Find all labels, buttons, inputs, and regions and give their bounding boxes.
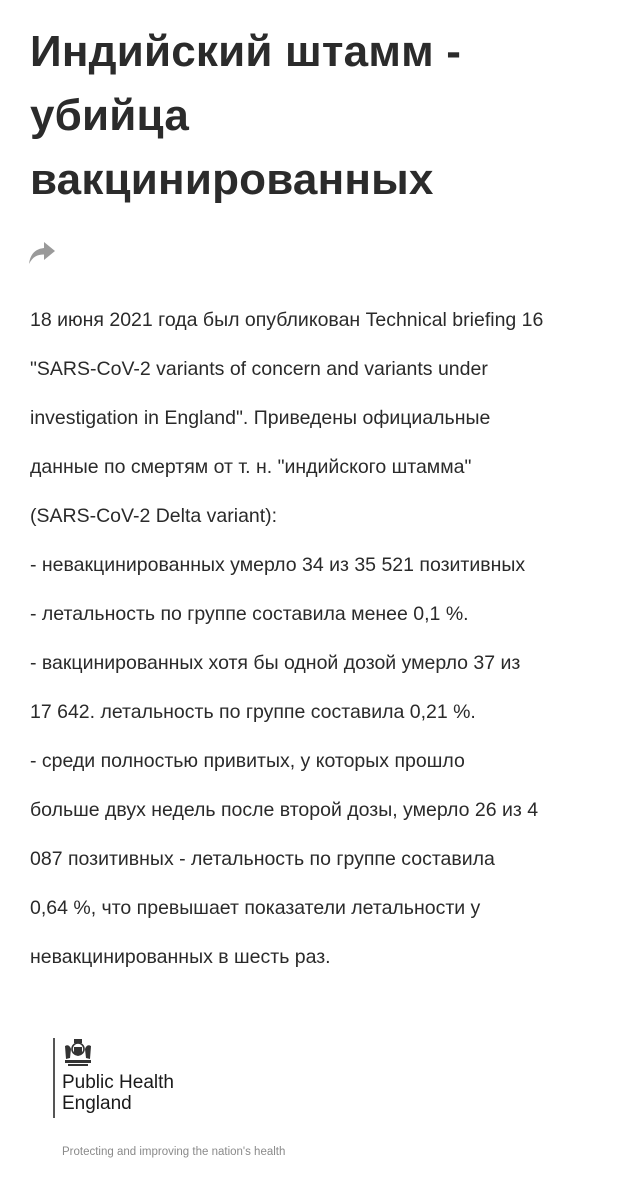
crest-glyph bbox=[61, 1038, 95, 1068]
public-health-england-logo bbox=[53, 1038, 313, 1118]
article-line: больше двух недель после второй дозы, умерло 26 из 4 bbox=[30, 799, 539, 821]
article-line: investigation in England". Приведены официальные bbox=[30, 407, 491, 429]
article-line: - вакцинированных хотя бы одной дозой умерло 37 из bbox=[30, 652, 521, 674]
article-line: - невакцинированных умерло 34 из 35 521 позитивных bbox=[30, 554, 526, 576]
organisation-name-line2: England bbox=[62, 1093, 132, 1114]
article-body bbox=[30, 296, 620, 982]
article-line: - летальность по группе составила менее 0,1 %. bbox=[30, 603, 469, 625]
article-line: - среди полностью привитых, у которых прошло bbox=[30, 750, 465, 772]
headline-line: убийца bbox=[30, 91, 190, 140]
article-line: 087 позитивных - летальность по группе составила bbox=[30, 848, 495, 870]
headline-line: Индийский штамм - bbox=[30, 27, 462, 76]
article-line: "SARS-CoV-2 variants of concern and variants under bbox=[30, 358, 488, 380]
article-line: невакцинированных в шесть раз. bbox=[30, 946, 331, 968]
royal-crest-icon bbox=[61, 1038, 95, 1068]
article-line: данные по смертям от т. н. "индийского штамма" bbox=[30, 456, 472, 478]
share-arrow-glyph bbox=[28, 240, 56, 266]
article-line: (SARS-CoV-2 Delta variant): bbox=[30, 505, 278, 527]
article-line: 17 642. летальность по группе составила 0,21 %. bbox=[30, 701, 476, 723]
organisation-name-line1: Public Health bbox=[62, 1072, 174, 1093]
share-arrow-icon[interactable] bbox=[28, 240, 56, 266]
organisation-name bbox=[62, 1072, 174, 1114]
headline-line: вакцинированных bbox=[30, 155, 434, 204]
article-line: 0,64 %, что превышает показатели летальности у bbox=[30, 897, 481, 919]
logo-divider bbox=[53, 1038, 55, 1118]
article-line: 18 июня 2021 года был опубликован Technical briefing 16 bbox=[30, 309, 544, 331]
article-headline bbox=[30, 20, 620, 212]
organisation-tagline: Protecting and improving the nation's health bbox=[62, 1146, 286, 1158]
